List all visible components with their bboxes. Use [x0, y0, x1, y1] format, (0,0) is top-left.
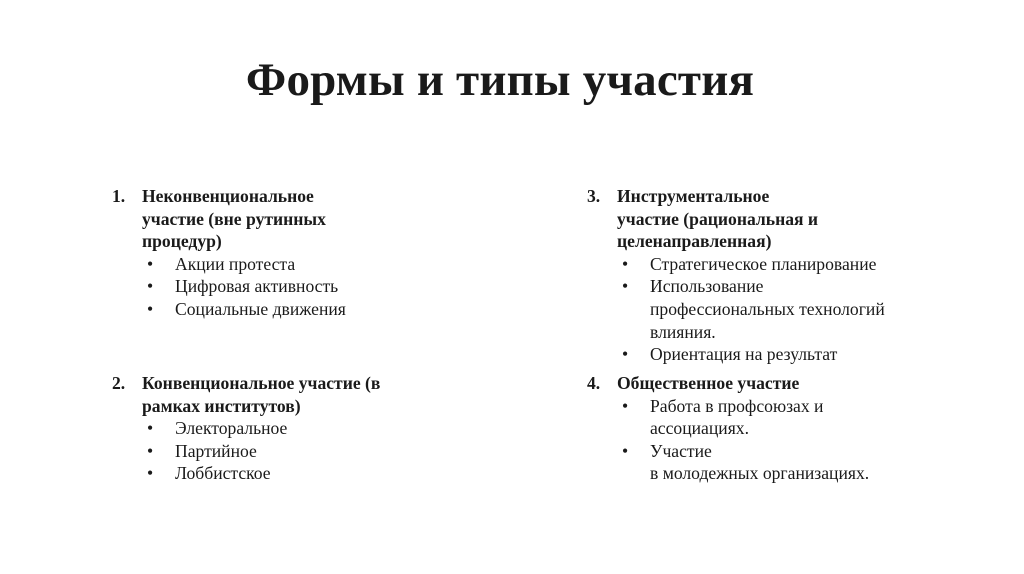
bullet-item [587, 343, 967, 366]
heading-line: Инструментальное [617, 186, 770, 206]
bullet-text: ассоциациях. [650, 418, 749, 439]
heading-line: участие (рациональная и [617, 208, 819, 229]
item-heading [617, 185, 967, 253]
bullet-icon: • [147, 440, 154, 461]
heading-line: целенаправленная) [617, 231, 772, 252]
bullet-icon: • [147, 253, 154, 274]
list-item-instrumental [587, 185, 967, 366]
bullet-text: Цифровая активность [175, 276, 339, 297]
heading-line: Общественное участие [617, 373, 800, 393]
item-heading [617, 372, 967, 395]
bullet-item [112, 298, 452, 321]
bullet-item [112, 440, 452, 463]
bullet-text: Партийное [175, 440, 257, 461]
item-number: 2. [112, 373, 126, 393]
bullet-text: Участие [650, 440, 712, 461]
item-number: 4. [587, 373, 601, 393]
bullet-item [587, 253, 967, 276]
bullet-icon: • [622, 253, 629, 274]
bullet-text: Лоббистское [175, 463, 271, 484]
bullet-list [587, 395, 967, 485]
item-number: 1. [112, 186, 126, 206]
bullet-text: Электоральное [175, 418, 288, 439]
list-item-public [587, 372, 967, 485]
bullet-item [587, 440, 967, 485]
bullet-text: в молодежных организациях. [650, 463, 870, 484]
bullet-icon: • [622, 344, 629, 365]
heading-line: участие (вне рутинных [142, 208, 326, 229]
bullet-icon: • [147, 463, 154, 484]
bullet-text: Ориентация на результат [650, 344, 838, 365]
bullet-text: Стратегическое планирование [650, 253, 877, 274]
bullet-icon: • [622, 395, 629, 416]
item-number: 3. [587, 186, 601, 206]
bullet-icon: • [622, 276, 629, 297]
bullet-icon: • [147, 418, 154, 439]
bullet-list [587, 253, 967, 366]
list-item-conventional [112, 372, 452, 485]
heading-line: Неконвенциональное [142, 186, 314, 206]
bullet-text: профессиональных технологий [650, 298, 885, 319]
bullet-list [112, 253, 452, 321]
bullet-list [112, 417, 452, 485]
bullet-text: влияния. [650, 321, 716, 342]
bullet-text: Использование [650, 276, 764, 297]
slide-title: Формы и типы участия [245, 54, 755, 106]
bullet-text: Социальные движения [175, 298, 346, 319]
heading-line: Конвенциональное участие (в [142, 373, 381, 393]
bullet-item [587, 275, 967, 343]
bullet-item [112, 462, 452, 485]
list-item-unconventional [112, 185, 452, 321]
item-heading [142, 185, 452, 253]
bullet-text: Акции протеста [175, 253, 296, 274]
bullet-item [587, 395, 967, 440]
bullet-icon: • [147, 276, 154, 297]
bullet-item [112, 253, 452, 276]
bullet-icon: • [147, 298, 154, 319]
bullet-text: Работа в профсоюзах и [650, 395, 824, 416]
bullet-item [112, 417, 452, 440]
heading-line: процедур) [142, 231, 222, 252]
bullet-item [112, 275, 452, 298]
bullet-icon: • [622, 440, 629, 461]
heading-line: рамках институтов) [142, 395, 301, 416]
item-heading [142, 372, 452, 417]
